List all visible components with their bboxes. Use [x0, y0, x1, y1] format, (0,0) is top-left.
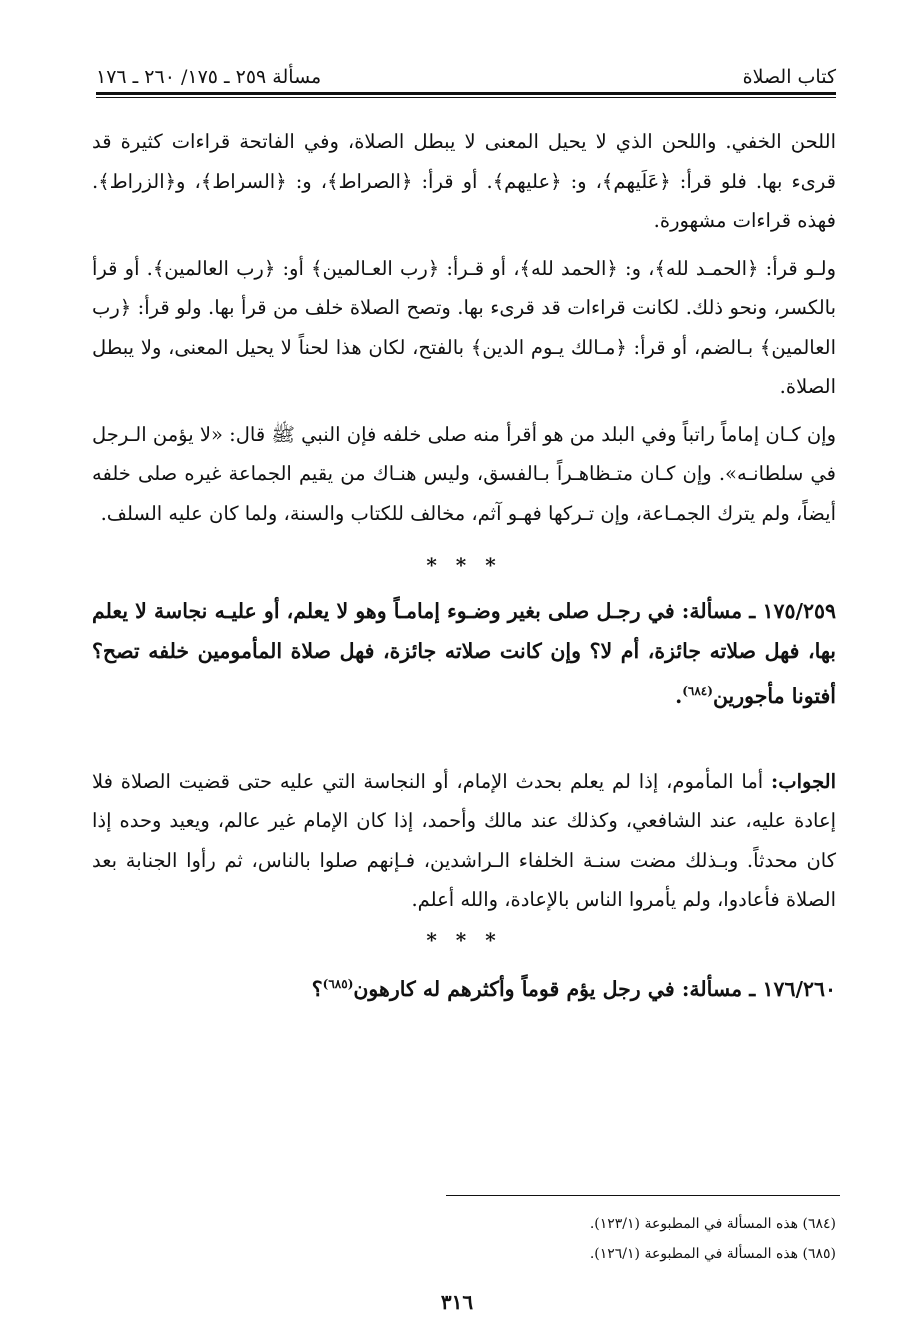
- p1-line-2: كثيرة قد قرىء بها. فلو قرأ: ﴿عَلَيهم﴾، و: ﴿عليهم﴾. أو قرأ: ﴿الصراط﴾، و:: [92, 130, 836, 193]
- paragraph-2: [92, 249, 836, 407]
- p2-line-2: ﴿رب العالمين﴾. أو قرأ بالكسر، ونحو ذلك. لكانت قراءات قد قرىء بها. وتصح: [92, 256, 836, 319]
- p1-line-1: اللحن الخفي. واللحن الذي لا يحيل المعنى لا يبطل الصلاة، وفي الفاتحة قراءات: [171, 130, 836, 153]
- answer-line-1: أما المأموم، إذا لم يعلم بحدث الإمام، أو النجاسة التي عليه حتى قضيت: [178, 769, 772, 793]
- p2-line-1: ولـو قرأ: ﴿الحمـد لله﴾، و: ﴿الحمد لله﴾، أو قـرأ: ﴿رب العـالمين﴾ أو:: [282, 256, 837, 280]
- section-divider-stars: * * *: [426, 553, 502, 577]
- footnote-684: (٦٨٤) هذه المسألة في المطبوعة (١٢٣/١).: [589, 1216, 836, 1232]
- header-issue-range: مسألة ٢٥٩ ـ ١٧٥/ ٢٦٠ ـ ١٧٦: [96, 66, 322, 88]
- p1-line-3: ﴿السراط﴾، و﴿الزراط﴾. فهذه قراءات مشهورة.: [92, 169, 836, 232]
- p2-line-4: الدين﴾ بالفتح، لكان هذا لحناً لا يحيل المعنى، ولا يبطل الصلاة.: [92, 335, 836, 398]
- p3-line-1: وإن كـان إماماً راتباً وفي البلد من هو أقرأ منه صلى خلفه فإن النبي ﷺ قال:: [229, 422, 836, 446]
- answer-line-5: أعلم.: [411, 888, 455, 912]
- main-text: [92, 122, 836, 1009]
- page-number: ٣١٦: [440, 1290, 474, 1314]
- p3-line-4: للكتاب والسنة، ولما كان عليه السلف.: [100, 501, 404, 525]
- p3-line-2: «لا يؤمن الـرجل في سلطانـه». وإن كـان متـظاهـراً بـالفسق، وليس هنـاك من يقيم: [92, 422, 837, 485]
- header-rule-thin: [96, 97, 836, 98]
- section-divider-stars-2: * * *: [426, 927, 502, 952]
- paragraph-3: [92, 415, 836, 534]
- p3-line-3: الجماعة غيره صلى خلفه أيضاً، ولم يترك الجمـاعة، وإن تـركها فهـو آثم، مخالف: [92, 462, 836, 525]
- answer-line-2: الصلاة فلا إعادة عليه، عند الشافعي، وكذلك عند مالك وأحمد، إذا كان الإمام غير: [92, 769, 837, 833]
- footnote-685: (٦٨٥) هذه المسألة في المطبوعة (١٢٦/١).: [589, 1246, 836, 1262]
- answer-line-4: صلوا بالناس، ثم رأوا الجنابة بعد الصلاة فأعادوا، ولم يأمروا الناس بالإعادة، والله: [92, 848, 836, 912]
- q260-text: ١٧٦/٢٦٠ ـ مسألة: في رجل يؤم قوماً وأكثرهم له كارهون: [353, 976, 836, 1001]
- question-259: ١٧٥/٢٥٩ ـ مسألة: في رجـل صلى بغير وضـوء إمامـاً وهو لا يعلم، أو عليـه نجاسة لا يعلم بها، فهل صلاته جائزة، أم لا؟ وإن كانت صلاته جائزة، فهل صلاة المأمومين خلفه تصح؟ أفتونا مأجورين$^{(٦٨٤)}$.: [92, 599, 837, 708]
- footnote-ref-685[interactable]: (٦٨٥): [322, 976, 354, 991]
- answer-line-3: عالم، ويعيد وحده إذا كان محدثاً. وبـذلك مضت سنـة الخلفاء الـراشدين، فـإنهم: [92, 809, 836, 872]
- answer-paragraph: [92, 762, 836, 920]
- header-rule-thick: [96, 92, 836, 95]
- footnote-ref-684[interactable]: (٦٨٤): [682, 684, 713, 698]
- p2-line-3: الصلاة خلف من قرأ بها. ولو قرأ: ﴿رب العالمين﴾ بـالضم، أو قرأ: ﴿مـالك يـوم: [92, 296, 836, 359]
- footnote-separator: [446, 1195, 840, 1196]
- q259-line-3: المأمومين خلفه تصح؟ أفتونا مأجورين: [92, 639, 836, 708]
- answer-label: الجواب:: [771, 769, 837, 793]
- q259-line-1: ١٧٥/٢٥٩ ـ مسألة: في رجـل صلى بغير وضـوء إمامـاً وهو لا يعلم، أو عليـه: [214, 599, 836, 623]
- paragraph-1: [92, 122, 836, 241]
- running-header: [96, 58, 836, 88]
- question-260: ١٧٦/٢٦٠ ـ مسألة: في رجل يؤم قوماً وأكثرهم له كارهون$^{(٦٨٥)}$؟: [311, 976, 836, 1001]
- header-chapter-title: كتاب الصلاة: [742, 66, 836, 88]
- q259-line-2: نجاسة لا يعلم بها، فهل صلاته جائزة، أم لا؟ وإن كانت صلاته جائزة، فهل صلاة: [92, 599, 837, 663]
